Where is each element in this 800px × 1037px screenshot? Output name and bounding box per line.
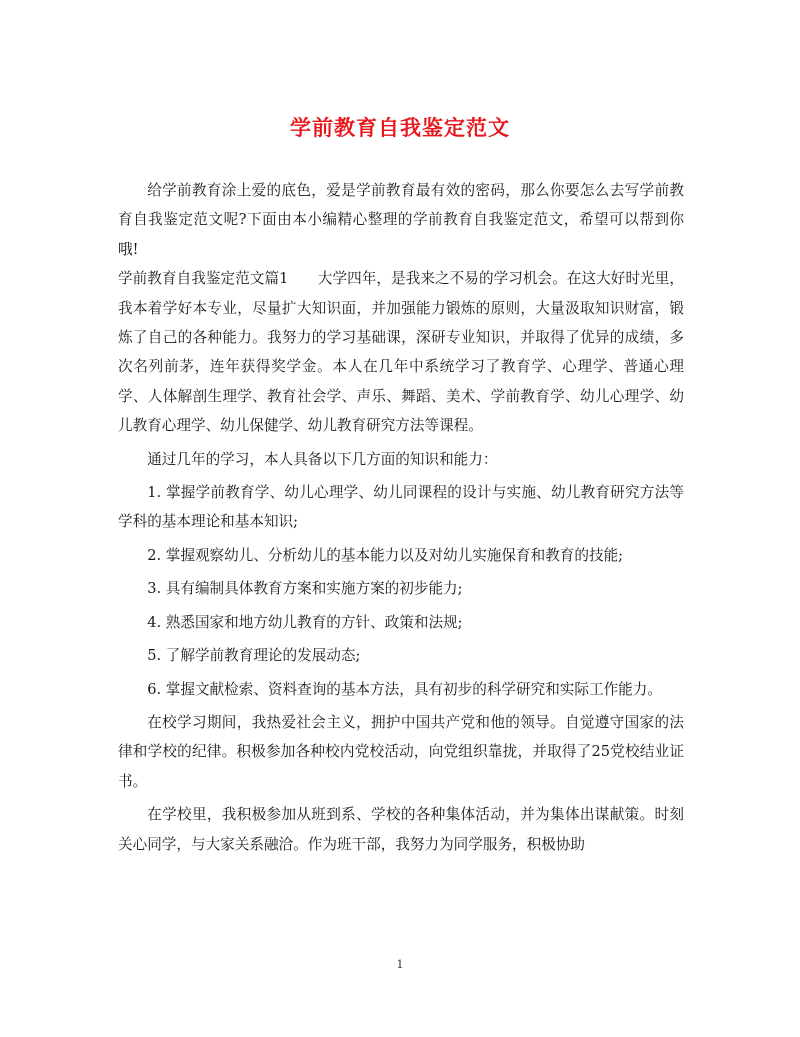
intro-paragraph: 给学前教育涂上爱的底色，爱是学前教育最有效的密码，那么你要怎么去写学前教育自我鉴定范文呢?下面由本小编精心整理的学前教育自我鉴定范文，希望可以帮到你哦!	[118, 182, 684, 258]
section-paragraph-1: 学前教育自我鉴定范文篇1 大学四年，是我来之不易的学习机会。在这大好时光里，我本着学好本专业，尽量扩大知识面，并加强能力锻炼的原则，大量汲取知识财富，锻炼了自己的各种能力。我努力的学习基础课，深研专业知识，并取得了优异的成绩，多次名列前茅，连年获得奖学金。本人在几年中系统学习了教育学、心理学、普通心理学、人体解剖生理学、教育社会学、声乐、舞蹈、美术、学前教育学、幼儿心理学、幼儿教育心理学、幼儿保健学、幼儿教育研究方法等课程。	[118, 270, 684, 435]
abilities-intro-paragraph: 通过几年的学习，本人具备以下几方面的知识和能力：	[147, 450, 498, 468]
political-paragraph: 在校学习期间，我热爱社会主义，拥护中国共产党和他的领导。自觉遵守国家的法律和学校的纪律。积极参加各种校内党校活动，向党组织靠拢，并取得了25党校结业证书。	[118, 713, 684, 790]
ability-item-6: 6. 掌握文献检索、资料查询的基本方法，具有初步的科学研究和实际工作能力。	[147, 680, 662, 698]
page-number: 1	[396, 958, 404, 971]
activities-paragraph: 在学校里，我积极参加从班到系、学校的各种集体活动，并为集体出谋献策。时刻关心同学，与大家关系融洽。作为班干部，我努力为同学服务，积极协助	[118, 806, 684, 853]
ability-item-2: 2. 掌握观察幼儿、分析幼儿的基本能力以及对幼儿实施保育和教育的技能;	[147, 546, 624, 564]
document-title: 学前教育自我鉴定范文	[290, 115, 510, 140]
ability-item-3: 3. 具有编制具体教育方案和实施方案的初步能力;	[147, 580, 463, 598]
document-body	[118, 176, 684, 859]
ability-item-1: 1. 掌握学前教育学、幼儿心理学、幼儿同课程的设计与实施、幼儿教育研究方法等学科的基本理论和基本知识;	[118, 484, 684, 531]
ability-item-4: 4. 熟悉国家和地方幼儿教育的方针、政策和法规;	[147, 613, 463, 631]
ability-item-5: 5. 了解学前教育理论的发展动态;	[147, 647, 361, 665]
